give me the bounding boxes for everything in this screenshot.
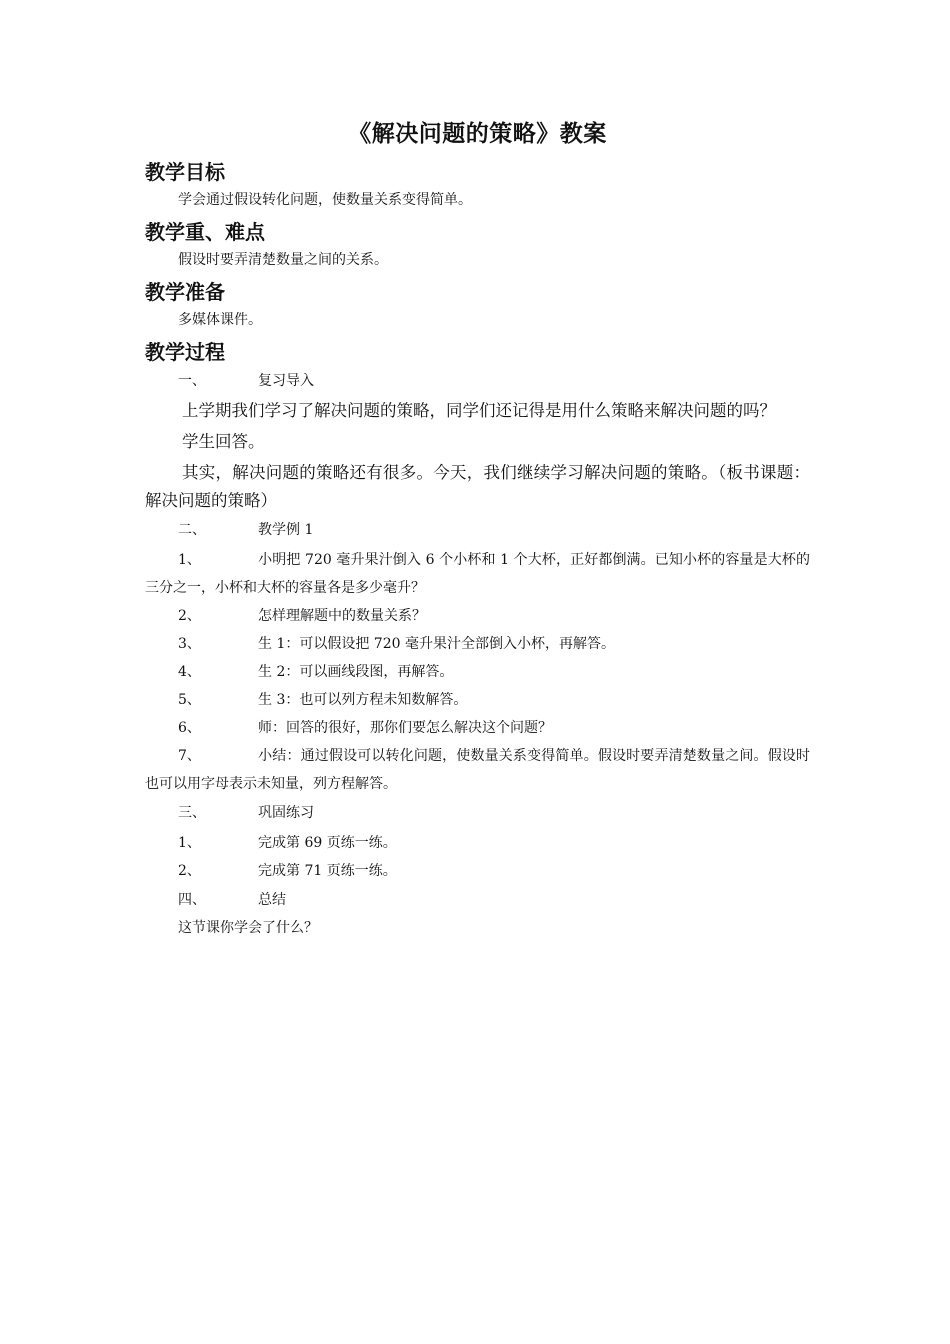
process-part4-text: 这节课你学会了什么？ <box>178 920 318 936</box>
process-part2-item-2 <box>145 602 810 630</box>
process-part1-number: 一、 <box>178 373 206 389</box>
process-part2-item-6 <box>145 714 810 742</box>
process-part2-heading <box>145 518 810 542</box>
section-text-preparation: 多媒体课件。 <box>178 312 262 328</box>
process-part4-title: 总结 <box>258 892 286 908</box>
list-item-text: 小结：通过假设可以转化问题，使数量关系变得简单。假设时要弄清楚数量之间。假设时也可以用字母表示未知量，列方程解答。 <box>145 748 810 792</box>
process-part2-item-3 <box>145 630 810 658</box>
process-part2-item-4 <box>145 658 810 686</box>
list-item-text: 完成第 69 页练一练。 <box>258 835 397 851</box>
list-item-text: 小明把 720 毫升果汁倒入 6 个小杯和 1 个大杯，正好都倒满。已知小杯的容量是大杯的三分之一，小杯和大杯的容量各是多少毫升？ <box>145 552 810 596</box>
process-part2-item-1 <box>145 546 810 602</box>
process-part2-item-7 <box>145 742 810 798</box>
process-part3-heading <box>145 801 810 825</box>
process-part2-item-5 <box>145 686 810 714</box>
document-title: 《解决问题的策略》教案 <box>348 121 607 147</box>
document-page <box>145 118 810 940</box>
list-item-text: 完成第 71 页练一练。 <box>258 863 397 879</box>
process-part1-para2: 学生回答。 <box>182 432 265 451</box>
list-item-text: 师：回答的很好，那你们要怎么解决这个问题？ <box>258 720 552 736</box>
process-part3-item-2 <box>145 857 810 885</box>
process-part1-para3: 其实，解决问题的策略还有很多。今天，我们继续学习解决问题的策略。（板书课题：解决问题的策略） <box>145 463 810 510</box>
section-heading-goal: 教学目标 <box>145 160 225 184</box>
list-item-number: 1、 <box>178 552 201 568</box>
list-item-number: 2、 <box>178 608 201 624</box>
process-part1-para1: 上学期我们学习了解决问题的策略，同学们还记得是用什么策略来解决问题的吗？ <box>182 401 776 420</box>
section-text-key-points: 假设时要弄清楚数量之间的关系。 <box>178 252 388 268</box>
list-item-number: 4、 <box>178 664 201 680</box>
list-item-number: 3、 <box>178 636 201 652</box>
process-part3-item-1 <box>145 829 810 857</box>
section-heading-process: 教学过程 <box>145 340 225 364</box>
process-part2-title: 教学例 1 <box>258 522 314 538</box>
list-item-number: 7、 <box>178 748 201 764</box>
list-item-text: 生 2：可以画线段图，再解答。 <box>258 664 454 680</box>
process-part4-heading <box>145 888 810 912</box>
process-part3-title: 巩固练习 <box>258 805 314 821</box>
section-heading-preparation: 教学准备 <box>145 280 225 304</box>
list-item-text: 生 3：也可以列方程未知数解答。 <box>258 692 468 708</box>
list-item-number: 5、 <box>178 692 201 708</box>
process-part1-title: 复习导入 <box>258 373 314 389</box>
process-part2-number: 二、 <box>178 522 206 538</box>
process-part4-number: 四、 <box>178 892 206 908</box>
process-part1-heading <box>145 369 810 393</box>
section-heading-key-points: 教学重、难点 <box>145 220 265 244</box>
list-item-number: 1、 <box>178 835 201 851</box>
list-item-number: 2、 <box>178 863 201 879</box>
list-item-text: 生 1：可以假设把 720 毫升果汁全部倒入小杯，再解答。 <box>258 636 615 652</box>
process-part3-number: 三、 <box>178 805 206 821</box>
section-text-goal: 学会通过假设转化问题，使数量关系变得简单。 <box>178 192 472 208</box>
list-item-number: 6、 <box>178 720 201 736</box>
list-item-text: 怎样理解题中的数量关系？ <box>258 608 426 624</box>
